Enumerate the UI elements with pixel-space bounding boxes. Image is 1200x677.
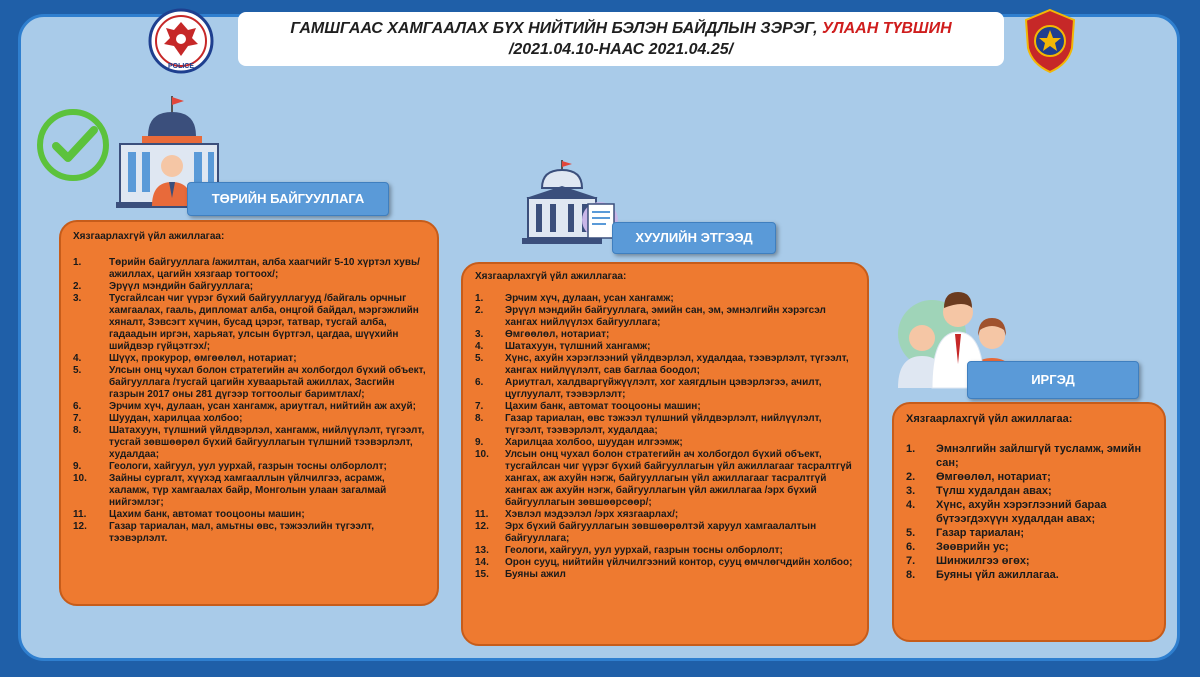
- item-number: 1.: [475, 293, 484, 304]
- item-number: 14.: [475, 557, 489, 568]
- item-number: 8.: [73, 425, 82, 436]
- item-text: Улсын онц чухал болон стратегийн ач холбогдол бүхий объект, байгууллага /тусгай цагийн хуваарьтай ажиллах, Засгийн газрын 2017 оны 281 дүгээр тогтоолыг баримтлах/;: [109, 365, 426, 400]
- list-item: [906, 540, 1154, 554]
- item-text: Өмгөөлөл, нотариат;: [505, 329, 610, 340]
- citizens-heading: Хязгаарлахгүй үйл ажиллагаа:: [906, 413, 1073, 425]
- check-icon: [36, 108, 110, 182]
- item-number: 8.: [906, 569, 916, 581]
- item-number: 9.: [475, 437, 484, 448]
- item-text: Тусгайлсан чиг үүрэг бүхий байгууллагууд /байгаль орчныг хамгаалах, гааль, дипломат алба, онцгой байдал, мэргэжлийн хяналт, Зэвсэгт хүчин, бусад цэрэг, татвар, тусгай алба, гадаадын иргэн, харьяат, улсын бүртгэл, цагдаа, шүүхийн шийдвэр гүйцэтгэх/;: [109, 293, 419, 352]
- item-text: Зайны сургалт, хүүхэд хамгааллын үйлчилгээ, асрамж, халамж, түр хамгаалах байр, Монголын улаан загалмай нийгэмлэг;: [109, 473, 387, 508]
- list-item: [475, 293, 857, 305]
- legal-entity-building-icon: [518, 158, 620, 250]
- item-text: Хүнс, ахуйн хэрэглээний бараа бүтээгдэхүүн худалдан авах;: [936, 499, 1107, 525]
- item-text: Шинжилгээ өгөх;: [936, 555, 1030, 567]
- list-item: [475, 329, 857, 341]
- emergency-logo-icon: [1022, 8, 1078, 74]
- item-text: Цахим банк, автомат тооцооны машин;: [505, 401, 701, 412]
- list-item: [73, 461, 427, 473]
- list-item: [73, 257, 427, 281]
- list-item: [73, 281, 427, 293]
- list-item: [475, 521, 857, 545]
- item-text: Эрх бүхий байгууллагын зөвшөөрөлтэй харуул хамгаалалтын байгууллага;: [505, 521, 817, 544]
- item-text: Харилцаа холбоо, шуудан илгээмж;: [505, 437, 683, 448]
- item-text: Буяны ажил: [505, 569, 566, 580]
- list-item: [475, 545, 857, 557]
- item-number: 7.: [475, 401, 484, 412]
- item-number: 4.: [73, 353, 82, 364]
- list-item: [475, 341, 857, 353]
- list-item: [73, 365, 427, 401]
- title-dates: /2021.04.10-НААС 2021.04.25/: [508, 41, 734, 58]
- list-item: [906, 526, 1154, 540]
- item-number: 4.: [906, 499, 916, 511]
- item-text: Шатахуун, түлшний хангамж;: [505, 341, 651, 352]
- item-number: 5.: [475, 353, 484, 364]
- item-text: Геологи, хайгуул, уул уурхай, газрын тосны олборлолт;: [505, 545, 783, 556]
- list-item: [73, 425, 427, 461]
- title-line-1: [238, 18, 1004, 39]
- government-card: [59, 220, 439, 606]
- item-text: Төрийн байгууллага /ажилтан, алба хаагчийг 5-10 хүртэл хувь/ ажиллах, цагийн хязгаар тогтоох/;: [109, 257, 420, 280]
- item-text: Газар тариалан, мал, амьтны өвс, тэжээлийн түгээлт, тээвэрлэлт.: [109, 521, 374, 544]
- item-number: 10.: [73, 473, 87, 484]
- item-number: 9.: [73, 461, 82, 472]
- list-item: [475, 449, 857, 509]
- item-number: 3.: [73, 293, 82, 304]
- item-text: Эрүүл мэндийн байгууллага;: [109, 281, 254, 292]
- list-item: [475, 377, 857, 401]
- list-item: [475, 305, 857, 329]
- item-number: 8.: [475, 413, 484, 424]
- list-item: [475, 569, 857, 581]
- item-number: 4.: [475, 341, 484, 352]
- list-item: [73, 293, 427, 353]
- list-item: [906, 484, 1154, 498]
- list-item: [73, 473, 427, 509]
- list-item: [73, 413, 427, 425]
- citizens-card: [892, 402, 1166, 642]
- list-item: [475, 437, 857, 449]
- item-number: 7.: [906, 555, 916, 567]
- police-logo-text: POLICE: [167, 63, 195, 70]
- legal-entity-list: [475, 293, 857, 581]
- tab-citizens: ИРГЭД: [967, 361, 1139, 399]
- citizens-list: [906, 442, 1154, 582]
- item-number: 6.: [906, 541, 916, 553]
- list-item: [73, 401, 427, 413]
- tab-government: ТӨРИЙН БАЙГУУЛЛАГА: [187, 182, 389, 216]
- item-text: Эрчим хүч, дулаан, усан хангамж;: [505, 293, 674, 304]
- item-text: Өмгөөлөл, нотариат;: [936, 471, 1051, 483]
- item-text: Шуудан, харилцаа холбоо;: [109, 413, 243, 424]
- item-number: 3.: [475, 329, 484, 340]
- page-title: [238, 12, 1004, 66]
- list-item: [475, 353, 857, 377]
- government-list: [73, 257, 427, 545]
- item-text: Эрчим хүч, дулаан, усан хангамж, ариутгал, нийтийн аж ахуй;: [109, 401, 416, 412]
- item-text: Геологи, хайгуул, уул уурхай, газрын тосны олборлолт;: [109, 461, 387, 472]
- list-item: [906, 498, 1154, 526]
- list-item: [475, 413, 857, 437]
- item-text: Зөөврийн ус;: [936, 541, 1009, 553]
- list-item: [475, 401, 857, 413]
- item-number: 2.: [73, 281, 82, 292]
- police-logo-icon: [148, 8, 214, 74]
- item-text: Шүүх, прокурор, өмгөөлөл, нотариат;: [109, 353, 297, 364]
- item-text: Эмнэлгийн зайлшгүй тусламж, эмийн сан;: [936, 443, 1142, 469]
- government-heading: Хязгаарлахгүй үйл ажиллагаа:: [73, 231, 225, 242]
- item-number: 5.: [906, 527, 916, 539]
- list-item: [73, 509, 427, 521]
- list-item: [906, 470, 1154, 484]
- item-text: Газар тариалан;: [936, 527, 1025, 539]
- list-item: [475, 509, 857, 521]
- title-main: ГАМШГААС ХАМГААЛАХ БҮХ НИЙТИЙН БЭЛЭН БАЙДЛЫН ЗЭРЭГ,: [290, 20, 822, 37]
- item-number: 10.: [475, 449, 489, 460]
- item-text: Газар тариалан, өвс тэжээл түлшний үйлдвэрлэлт, нийлүүлэлт, түгээлт, тээвэрлэлт, худалдаа;: [505, 413, 822, 436]
- item-text: Хэвлэл мэдээлэл /эрх хязгаарлах/;: [505, 509, 679, 520]
- item-text: Хүнс, ахуйн хэрэглээний үйлдвэрлэл, худалдаа, тээвэрлэлт, түгээлт, хангах нийлүүлэлт, сав баглаа боодол;: [505, 353, 849, 376]
- legal-entity-heading: Хязгаарлахгүй үйл ажиллагаа:: [475, 271, 627, 282]
- item-text: Эрүүл мэндийн байгууллага, эмийн сан, эм, эмнэлгийн хэрэгсэл хангах нийлүүлэх байгууллага;: [505, 305, 826, 328]
- list-item: [475, 557, 857, 569]
- item-number: 13.: [475, 545, 489, 556]
- item-text: Цахим банк, автомат тооцооны машин;: [109, 509, 305, 520]
- item-text: Улсын онц чухал болон стратегийн ач холбогдол бүхий объект, тусгайлсан чиг үүрэг бүхий байгууллагын үйл ажиллагааг тасралтгүй хангах, аж ахуйн нэгж, байгууллагын үйл ажиллагааг тасралтгүй хангах аж ахуйн нэгж, байгууллагын үйл ажиллагаа /эрх бүхий байгууллагын зөвшөөрсөөр/;: [505, 449, 852, 508]
- list-item: [906, 442, 1154, 470]
- list-item: [73, 521, 427, 545]
- item-number: 2.: [906, 471, 916, 483]
- list-item: [73, 353, 427, 365]
- item-number: 5.: [73, 365, 82, 376]
- item-number: 1.: [906, 443, 916, 455]
- title-level: УЛААН ТҮВШИН: [821, 20, 952, 37]
- item-number: 12.: [73, 521, 87, 532]
- item-number: 12.: [475, 521, 489, 532]
- item-text: Ариутгал, халдваргүйжүүлэлт, хог хаягдлын цэвэрлэгээ, ачилт, цуглуулалт, тээвэрлэлт;: [505, 377, 822, 400]
- item-number: 6.: [73, 401, 82, 412]
- item-number: 11.: [475, 509, 489, 520]
- item-number: 1.: [73, 257, 82, 268]
- list-item: [906, 568, 1154, 582]
- item-number: 7.: [73, 413, 82, 424]
- item-text: Буяны үйл ажиллагаа.: [936, 569, 1059, 581]
- item-number: 11.: [73, 509, 87, 520]
- item-number: 6.: [475, 377, 484, 388]
- item-text: Түлш худалдан авах;: [936, 485, 1052, 497]
- item-text: Орон сууц, нийтийн үйлчилгээний контор, сууц өмчлөгчдийн холбоо;: [505, 557, 853, 568]
- item-text: Шатахуун, түлшний үйлдвэрлэл, хангамж, нийлүүлэлт, түгээлт, тусгай зөвшөөрөл бүхий байгууллагын түлшний тээвэрлэлт, худалдаа;: [109, 425, 425, 460]
- tab-legal-entity: ХУУЛИЙН ЭТГЭЭД: [612, 222, 776, 254]
- item-number: 3.: [906, 485, 916, 497]
- legal-entity-card: [461, 262, 869, 646]
- list-item: [906, 554, 1154, 568]
- item-number: 2.: [475, 305, 484, 316]
- item-number: 15.: [475, 569, 489, 580]
